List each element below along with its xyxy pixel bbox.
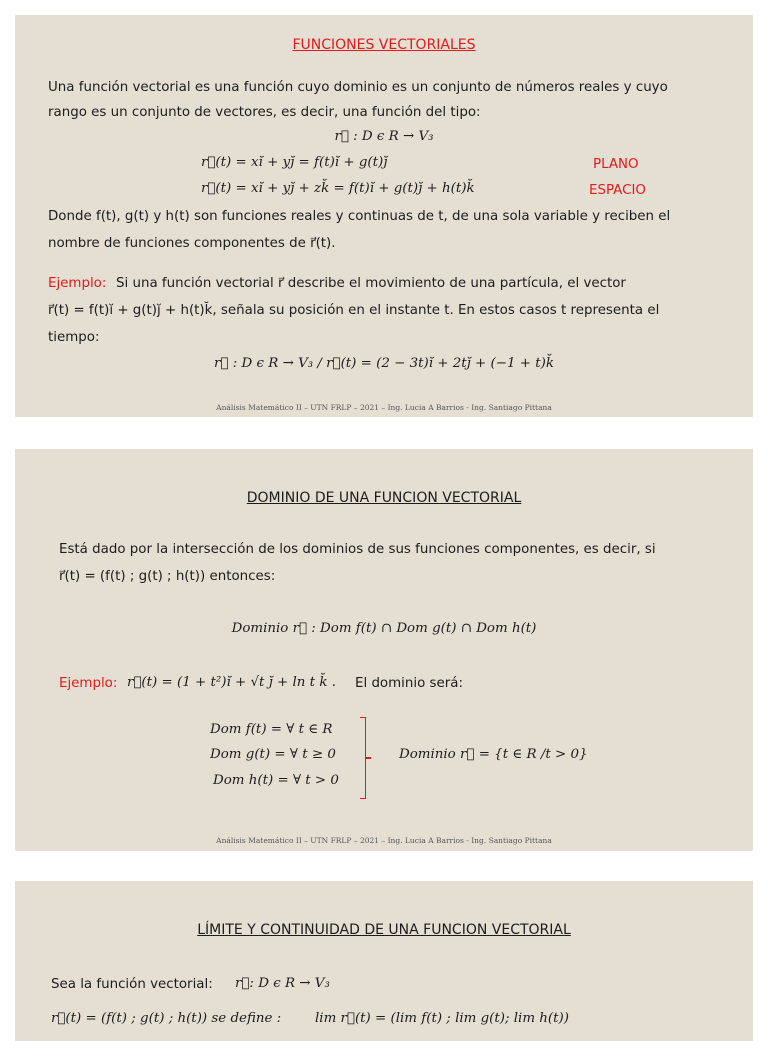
red-bracket-tick bbox=[366, 757, 371, 759]
dom-f: Dom f(t) = ∀ t ∈ R bbox=[210, 722, 333, 737]
slide-title: DOMINIO DE UNA FUNCION VECTORIAL bbox=[246, 490, 522, 506]
plane-label: PLANO bbox=[593, 157, 639, 172]
slide-title: FUNCIONES VECTORIALES bbox=[292, 37, 476, 53]
body-text: Está dado por la intersección de los dominios de sus funciones componentes, es decir, si bbox=[59, 542, 656, 557]
domain-formula: Dominio r⃗ : Dom f(t) ∩ Dom g(t) ∩ Dom h(t) bbox=[231, 621, 537, 636]
donde-text: Donde f(t), g(t) y h(t) son funciones reales y continuas de t, de una sola variable y reciben el bbox=[48, 209, 671, 224]
mapping-formula: r⃗ : D ϵ R → V₃ bbox=[334, 129, 434, 144]
example-label: Ejemplo: bbox=[59, 676, 118, 691]
slide-dominio bbox=[15, 449, 753, 851]
space-label: ESPACIO bbox=[589, 183, 646, 198]
example-formula: r⃗(t) = (1 + t²)ı̆ + √t ȷ̆ + ln t k̆ . bbox=[127, 675, 336, 690]
dom-h: Dom h(t) = ∀ t > 0 bbox=[213, 773, 339, 788]
example-text: Si una función vectorial r⃗ describe el movimiento de una partícula, el vector bbox=[116, 276, 626, 291]
slide-funciones-vectoriales bbox=[15, 15, 753, 417]
dom-g: Dom g(t) = ∀ t ≥ 0 bbox=[210, 747, 336, 762]
slide-footer: Análisis Matemático II – UTN FRLP – 2021 – Ing. Lucia A Barrios - Ing. Santiago Pittana bbox=[216, 403, 552, 412]
mapping-formula: r⃗: D ϵ R → V₃ bbox=[235, 976, 330, 991]
slide-footer: Análisis Matemático II – UTN FRLP – 2021 – Ing. Lucia A Barrios - Ing. Santiago Pittana bbox=[216, 836, 552, 845]
body-text: r⃗(t) = (f(t) ; g(t) ; h(t)) entonces: bbox=[59, 569, 276, 584]
example-text: El dominio será: bbox=[355, 676, 463, 691]
donde-text: nombre de funciones componentes de r⃗(t). bbox=[48, 236, 336, 251]
example-formula: r⃗ : D ϵ R → V₃ / r⃗(t) = (2 − 3t)ı̆ + 2tȷ̆ + (−1 + t)k̆ bbox=[214, 356, 554, 371]
slide-limite-continuidad bbox=[15, 881, 753, 1041]
body-text: Sea la función vectorial: bbox=[51, 977, 213, 992]
definition-text: r⃗(t) = (f(t) ; g(t) ; h(t)) se define : bbox=[51, 1011, 282, 1026]
plane-formula: r⃗(t) = xı̆ + yȷ̆ = f(t)ı̆ + g(t)ȷ̆ bbox=[201, 155, 388, 170]
intro-text: rango es un conjunto de vectores, es decir, una función del tipo: bbox=[48, 105, 481, 120]
slide-title: LÍMITE Y CONTINUIDAD DE UNA FUNCION VECTORIAL bbox=[197, 922, 571, 938]
space-formula: r⃗(t) = xı̆ + yȷ̆ + zk̆ = f(t)ı̆ + g(t)ȷ̆ + h(t)k̆ bbox=[201, 181, 475, 196]
intro-text: Una función vectorial es una función cuyo dominio es un conjunto de números reales y cuyo bbox=[48, 80, 668, 95]
example-text: tiempo: bbox=[48, 330, 100, 345]
limit-formula: lim r⃗(t) = (lim f(t) ; lim g(t); lim h(t)) bbox=[315, 1011, 569, 1026]
example-label: Ejemplo: bbox=[48, 276, 107, 291]
domain-result: Dominio r⃗ = {t ∈ R /t > 0} bbox=[399, 747, 588, 762]
example-text: r⃗(t) = f(t)ı̆ + g(t)ȷ̆ + h(t)k̆, señala su posición en el instante t. En estos casos t representa el bbox=[48, 303, 660, 318]
